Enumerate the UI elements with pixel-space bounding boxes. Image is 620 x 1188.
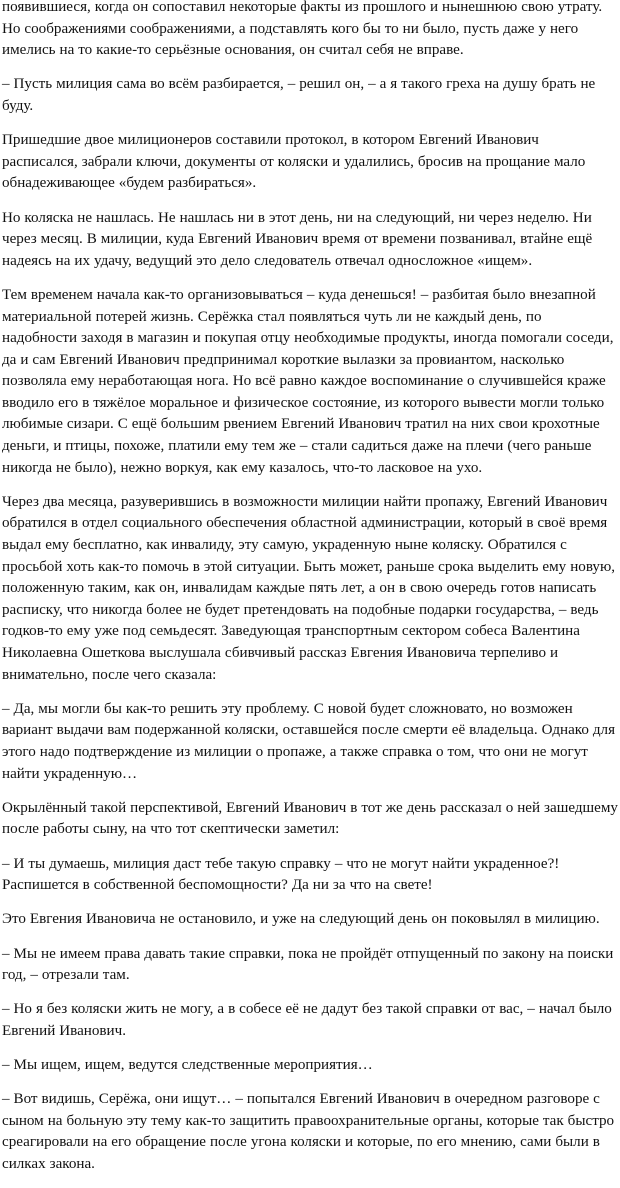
paragraph-11: – Мы не имеем права давать такие справки, пока не пройдёт отпущенный по закону на поиски год, – отрезали там. [2, 945, 614, 984]
paragraph-12: – Но я без коляски жить не могу, а в собесе её не дадут без такой справки от вас, – начал было Евгений Иванович. [2, 1001, 612, 1039]
paragraph-8: Окрылённый такой перспективой, Евгений Иванович в тот же день рассказал о ней зашедшему после работы сыну, на что тот скептически заметил: [2, 799, 618, 838]
paragraph-13: – Мы ищем, ищем, ведутся следственные мероприятия… [2, 1057, 373, 1074]
paragraph-3: Пришедшие двое милиционеров составили протокол, в котором Евгений Иванович расписался, забрали ключи, документы от коляски и удалились, бросив на прощание мало обнадеживающее «будем разбираться». [2, 132, 586, 192]
paragraph-7: – Да, мы могли бы как-то решить эту проблему. С новой будет сложновато, но возможен вариант выдачи вам подержанной коляски, оставшейся после смерти её владельца. Однако для этого надо подтверждение из милиции о пропаже, а также справка о том, что они не могут найти украденную… [2, 700, 616, 782]
paragraph-9: – И ты думаешь, милиция даст тебе такую справку – что не могут найти украденное?! Распишется в собственной беспомощности? Да ни за что на свете! [2, 855, 560, 894]
paragraph-5: Тем временем начала как-то организовываться – куда денешься! – разбитая было внезапной материальной потерей жизнь. Серёжка стал появляться чуть ли не каждый день, по надобности заходя в магазин и покупая отцу необходимые продукты, иногда помогали соседи, да и сам Евгений Иванович предпринимал короткие вылазки за провиантом, насколько позволяла ему неработающая нога. Но всё равно каждое воспоминание о случившейся краже вводило его в тяжёлое моральное и физическое состояние, из которого вывести могли только любимые сизари. С ещё большим рвением Евгений Иванович тратил на них свои крохотные деньги, и птицы, похоже, платили ему тем же – стали садиться даже на плечи (чего раньше никогда не было), нежно воркуя, как ему казалось, что-то ласковое на ухо. [2, 286, 614, 476]
paragraph-4: Но коляска не нашлась. Не нашлась ни в этот день, ни на следующий, ни через неделю. Ни через месяц. В милиции, куда Евгений Иванович время от времени позванивал, втайне ещё надеясь на их удачу, ведущий это дело следователь отвечал односложное «ищем». [2, 209, 593, 269]
paragraph-14: – Вот видишь, Серёжа, они ищут… – попытался Евгений Иванович в очередном разговоре с сыном на больную эту тему как-то защитить правоохранительные органы, которые так быстро среагировали на его обращение после угона коляски и которые, по его мнению, сами были в силках закона. [2, 1091, 615, 1173]
paragraph-10: Это Евгения Ивановича не остановило, и уже на следующий день он поковылял в милицию. [2, 911, 600, 928]
paragraph-2: – Пусть милиция сама во всём разбирается, – решил он, – а я такого греха на душу брать не буду. [2, 76, 596, 114]
paragraph-6: Через два месяца, разуверившись в возможности милиции найти пропажу, Евгений Иванович обратился в отдел социального обеспечения областной администрации, который в своё время выдал ему бесплатно, как инвалиду, эту самую, украденную ныне коляску. Обратился с просьбой хоть как-то помочь в этой ситуации. Быть может, раньше срока выделить ему новую, положенную таким, как он, инвалидам каждые пять лет, а он в свою очередь готов написать расписку, что никогда более не будет претендовать на подобные подарки государства, – ведь годков-то ему уже под семьдесят. Заведующая транспортным сектором собеса Валентина Николаевна Ошеткова выслушала сбивчивый рассказ Евгения Ивановича терпеливо и внимательно, после чего сказала: [2, 493, 616, 683]
paragraph-1: появившиеся, когда он сопоставил некоторые факты из прошлого и нынешнюю свою утрату. Но соображениями соображениями, а подставлять кого бы то ни было, пусть даже у него имелись на то какие-то серьёзные основания, он считал себя не вправе. [2, 0, 603, 59]
